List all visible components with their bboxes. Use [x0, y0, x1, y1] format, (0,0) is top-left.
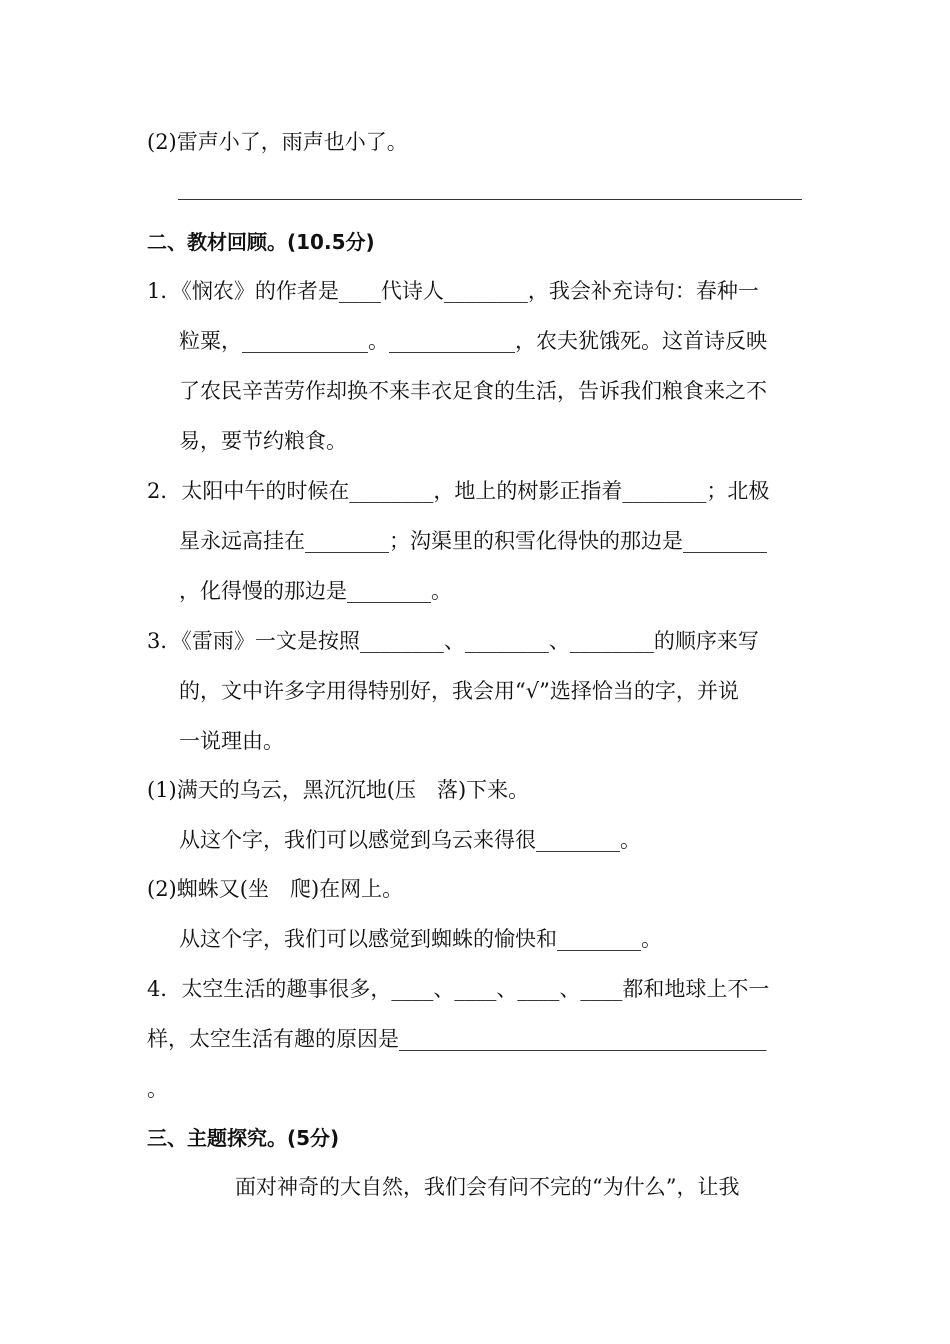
q4-line-1: 4．太空生活的趣事很多，____、____、____、____都和地球上不一 [147, 977, 770, 1001]
q1-line-1: 1．《悯农》的作者是____代诗人________，我会补充诗句：春种一 [147, 279, 759, 303]
q1-line-3: 了农民辛苦劳作却换不来丰衣足食的生活，告诉我们粮食来之不 [179, 379, 767, 403]
q1-line-2: 粒粟，____________。____________，农夫犹饿死。这首诗反映 [179, 329, 767, 353]
q2-line-2: 星永远高挂在________；沟渠里的积雪化得快的那边是________ [179, 529, 767, 553]
section-3-paragraph: 面对神奇的大自然，我们会有问不完的“为什么”，让我 [235, 1175, 740, 1199]
q3-line-1: 3．《雷雨》一文是按照________、________、________的顺序来写 [147, 629, 759, 653]
q3-sub1-answer: 从这个字，我们可以感觉到乌云来得很________。 [179, 828, 641, 852]
q1-line-4: 易，要节约粮食。 [179, 429, 347, 453]
q3-line-3: 一说理由。 [179, 729, 284, 753]
answer-rule[interactable] [178, 199, 802, 200]
section-heading-3: 三、主题探究。(5分) [147, 1126, 340, 1150]
q3-sub1: (1)满天的乌云，黑沉沉地(压 落)下来。 [147, 778, 530, 802]
q3-sub2: (2)蜘蛛又(坐 爬)在网上。 [147, 877, 404, 901]
section-heading-2: 二、教材回顾。(10.5分) [147, 230, 375, 254]
line-1: (2)雷声小了，雨声也小了。 [147, 130, 408, 154]
q2-line-1: 2．太阳中午的时候在________，地上的树影正指着________；北极 [147, 479, 770, 503]
q4-line-2: 样，太空生活有趣的原因是___________________________________ [147, 1027, 767, 1051]
q4-line-3: 。 [147, 1077, 168, 1101]
q3-line-2: 的，文中许多字用得特别好，我会用“√”选择恰当的字，并说 [179, 679, 739, 703]
q2-line-3: ，化得慢的那边是________。 [179, 579, 452, 603]
q3-sub2-answer: 从这个字，我们可以感觉到蜘蛛的愉快和________。 [179, 927, 662, 951]
